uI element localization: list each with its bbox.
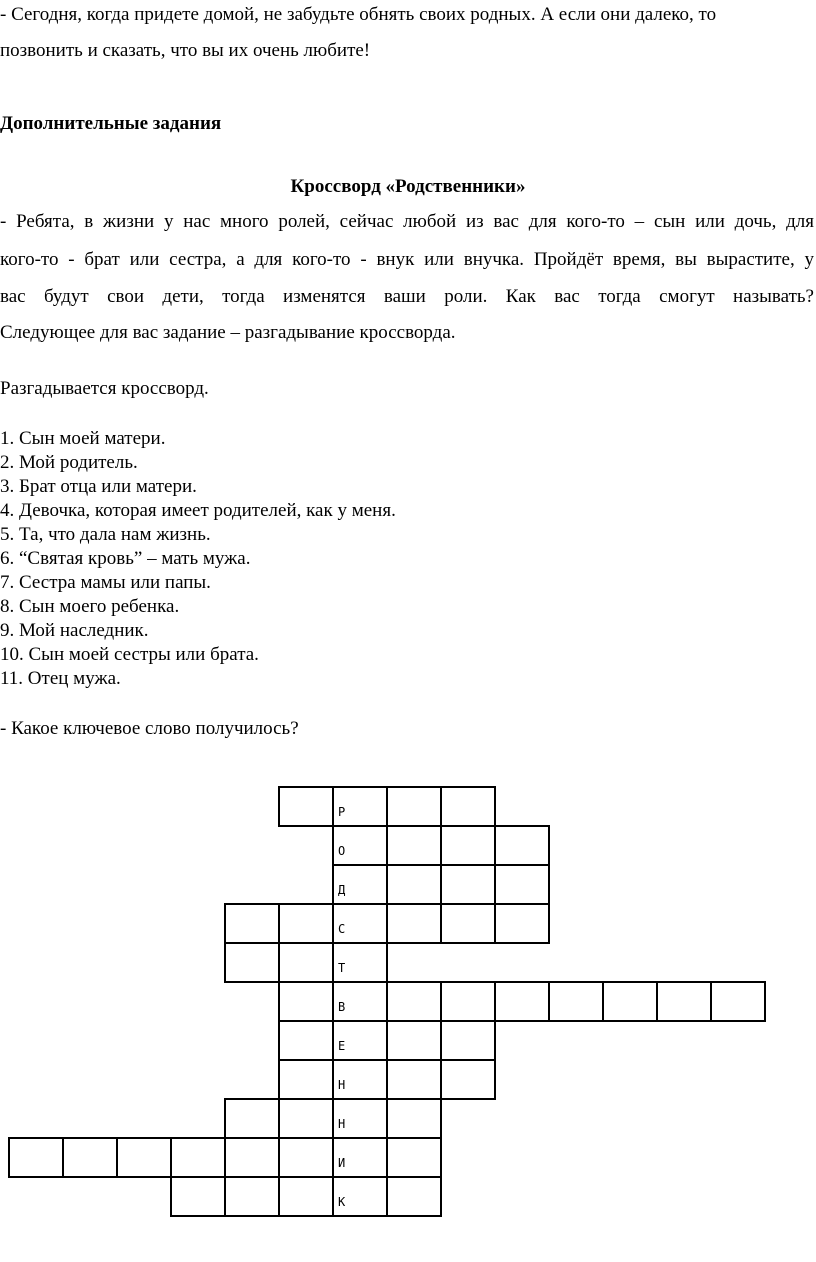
- crossword-keyword-cell[interactable]: [332, 1098, 388, 1139]
- crossword-cell[interactable]: [440, 1059, 496, 1100]
- clue-item: 6. “Святая кровь” – мать мужа.: [0, 548, 251, 569]
- crossword-keyword-cell[interactable]: [332, 1137, 388, 1178]
- paragraph-line-1: - Ребята, в жизни у нас много ролей, сейчас любой из вас для кого-то – сын или дочь, для: [0, 211, 814, 232]
- crossword-cell[interactable]: [386, 1137, 442, 1178]
- crossword-cell[interactable]: [224, 1176, 280, 1217]
- clue-item: 3. Брат отца или матери.: [0, 476, 197, 497]
- crossword-cell[interactable]: [224, 1137, 280, 1178]
- crossword-keyword-letter: Е: [338, 1039, 346, 1053]
- clue-item: 9. Мой наследник.: [0, 620, 149, 641]
- crossword-cell[interactable]: [386, 1176, 442, 1217]
- crossword-cell[interactable]: [440, 864, 496, 905]
- crossword-keyword-cell[interactable]: [332, 825, 388, 866]
- solving-note: Разгадывается кроссворд.: [0, 378, 209, 399]
- crossword-cell[interactable]: [386, 903, 442, 944]
- crossword-cell[interactable]: [170, 1137, 226, 1178]
- crossword-cell[interactable]: [440, 786, 496, 827]
- crossword-cell[interactable]: [386, 981, 442, 1022]
- crossword-cell[interactable]: [386, 1098, 442, 1139]
- crossword-cell[interactable]: [116, 1137, 172, 1178]
- crossword-cell[interactable]: [386, 1059, 442, 1100]
- paragraph-line-4: Следующее для вас задание – разгадывание кроссворда.: [0, 322, 456, 343]
- crossword-keyword-cell[interactable]: [332, 1176, 388, 1217]
- section-heading: Дополнительные задания: [0, 113, 222, 134]
- clue-item: 7. Сестра мамы или папы.: [0, 572, 211, 593]
- crossword-cell[interactable]: [224, 1098, 280, 1139]
- crossword-cell[interactable]: [278, 942, 334, 983]
- crossword-keyword-letter: С: [338, 922, 346, 936]
- crossword-cell[interactable]: [440, 903, 496, 944]
- intro-line-2: позвонить и сказать, что вы их очень любите!: [0, 40, 371, 61]
- crossword-cell[interactable]: [494, 903, 550, 944]
- crossword-cell[interactable]: [224, 903, 280, 944]
- crossword-keyword-cell[interactable]: [332, 1059, 388, 1100]
- crossword-keyword-letter: Н: [338, 1078, 346, 1092]
- clue-item: 2. Мой родитель.: [0, 452, 138, 473]
- crossword-cell[interactable]: [494, 981, 550, 1022]
- crossword-cell[interactable]: [602, 981, 658, 1022]
- crossword-keyword-cell[interactable]: [332, 786, 388, 827]
- crossword-cell[interactable]: [278, 903, 334, 944]
- clue-item: 10. Сын моей сестры или брата.: [0, 644, 259, 665]
- crossword-cell[interactable]: [278, 1137, 334, 1178]
- crossword-cell[interactable]: [710, 981, 766, 1022]
- crossword-keyword-letter: К: [338, 1195, 346, 1209]
- crossword-keyword-letter: Т: [338, 961, 346, 975]
- crossword-keyword-cell[interactable]: [332, 981, 388, 1022]
- crossword-keyword-letter: И: [338, 1156, 346, 1170]
- crossword-cell[interactable]: [548, 981, 604, 1022]
- crossword-cell[interactable]: [8, 1137, 64, 1178]
- intro-line-1: - Сегодня, когда придете домой, не забудьте обнять своих родных. А если они далеко, то: [0, 4, 717, 25]
- crossword-cell[interactable]: [224, 942, 280, 983]
- crossword-cell[interactable]: [494, 825, 550, 866]
- crossword-title: Кроссворд «Родственники»: [290, 176, 526, 197]
- crossword-cell[interactable]: [440, 1020, 496, 1061]
- crossword-keyword-cell[interactable]: [332, 903, 388, 944]
- crossword-cell[interactable]: [386, 786, 442, 827]
- clue-item: 11. Отец мужа.: [0, 668, 121, 689]
- crossword-keyword-letter: О: [338, 844, 346, 858]
- clue-item: 5. Та, что дала нам жизнь.: [0, 524, 211, 545]
- crossword-cell[interactable]: [386, 864, 442, 905]
- keyword-question: - Какое ключевое слово получилось?: [0, 718, 299, 739]
- crossword-cell[interactable]: [278, 981, 334, 1022]
- paragraph-line-2: кого-то - брат или сестра, а для кого-то - внук или внучка. Пройдёт время, вы вырастите, у: [0, 249, 814, 270]
- crossword-cell[interactable]: [386, 1020, 442, 1061]
- clue-item: 4. Девочка, которая имеет родителей, как у меня.: [0, 500, 396, 521]
- crossword-cell[interactable]: [494, 864, 550, 905]
- crossword-cell[interactable]: [656, 981, 712, 1022]
- crossword-cell[interactable]: [278, 1098, 334, 1139]
- crossword-cell[interactable]: [278, 786, 334, 827]
- crossword-cell[interactable]: [62, 1137, 118, 1178]
- crossword-keyword-cell[interactable]: [332, 942, 388, 983]
- crossword-keyword-cell[interactable]: [332, 1020, 388, 1061]
- crossword-cell[interactable]: [278, 1020, 334, 1061]
- crossword-cell[interactable]: [278, 1059, 334, 1100]
- clue-item: 1. Сын моей матери.: [0, 428, 166, 449]
- crossword-cell[interactable]: [386, 825, 442, 866]
- crossword-cell[interactable]: [278, 1176, 334, 1217]
- crossword-keyword-cell[interactable]: [332, 864, 388, 905]
- crossword-keyword-letter: В: [338, 1000, 346, 1014]
- crossword-cell[interactable]: [440, 825, 496, 866]
- crossword-keyword-letter: Р: [338, 805, 346, 819]
- crossword-keyword-letter: Д: [338, 883, 346, 897]
- crossword-cell[interactable]: [440, 981, 496, 1022]
- crossword-cell[interactable]: [170, 1176, 226, 1217]
- clue-item: 8. Сын моего ребенка.: [0, 596, 180, 617]
- paragraph-line-3: вас будут свои дети, тогда изменятся ваши роли. Как вас тогда смогут называть?: [0, 286, 814, 307]
- crossword-keyword-letter: Н: [338, 1117, 346, 1131]
